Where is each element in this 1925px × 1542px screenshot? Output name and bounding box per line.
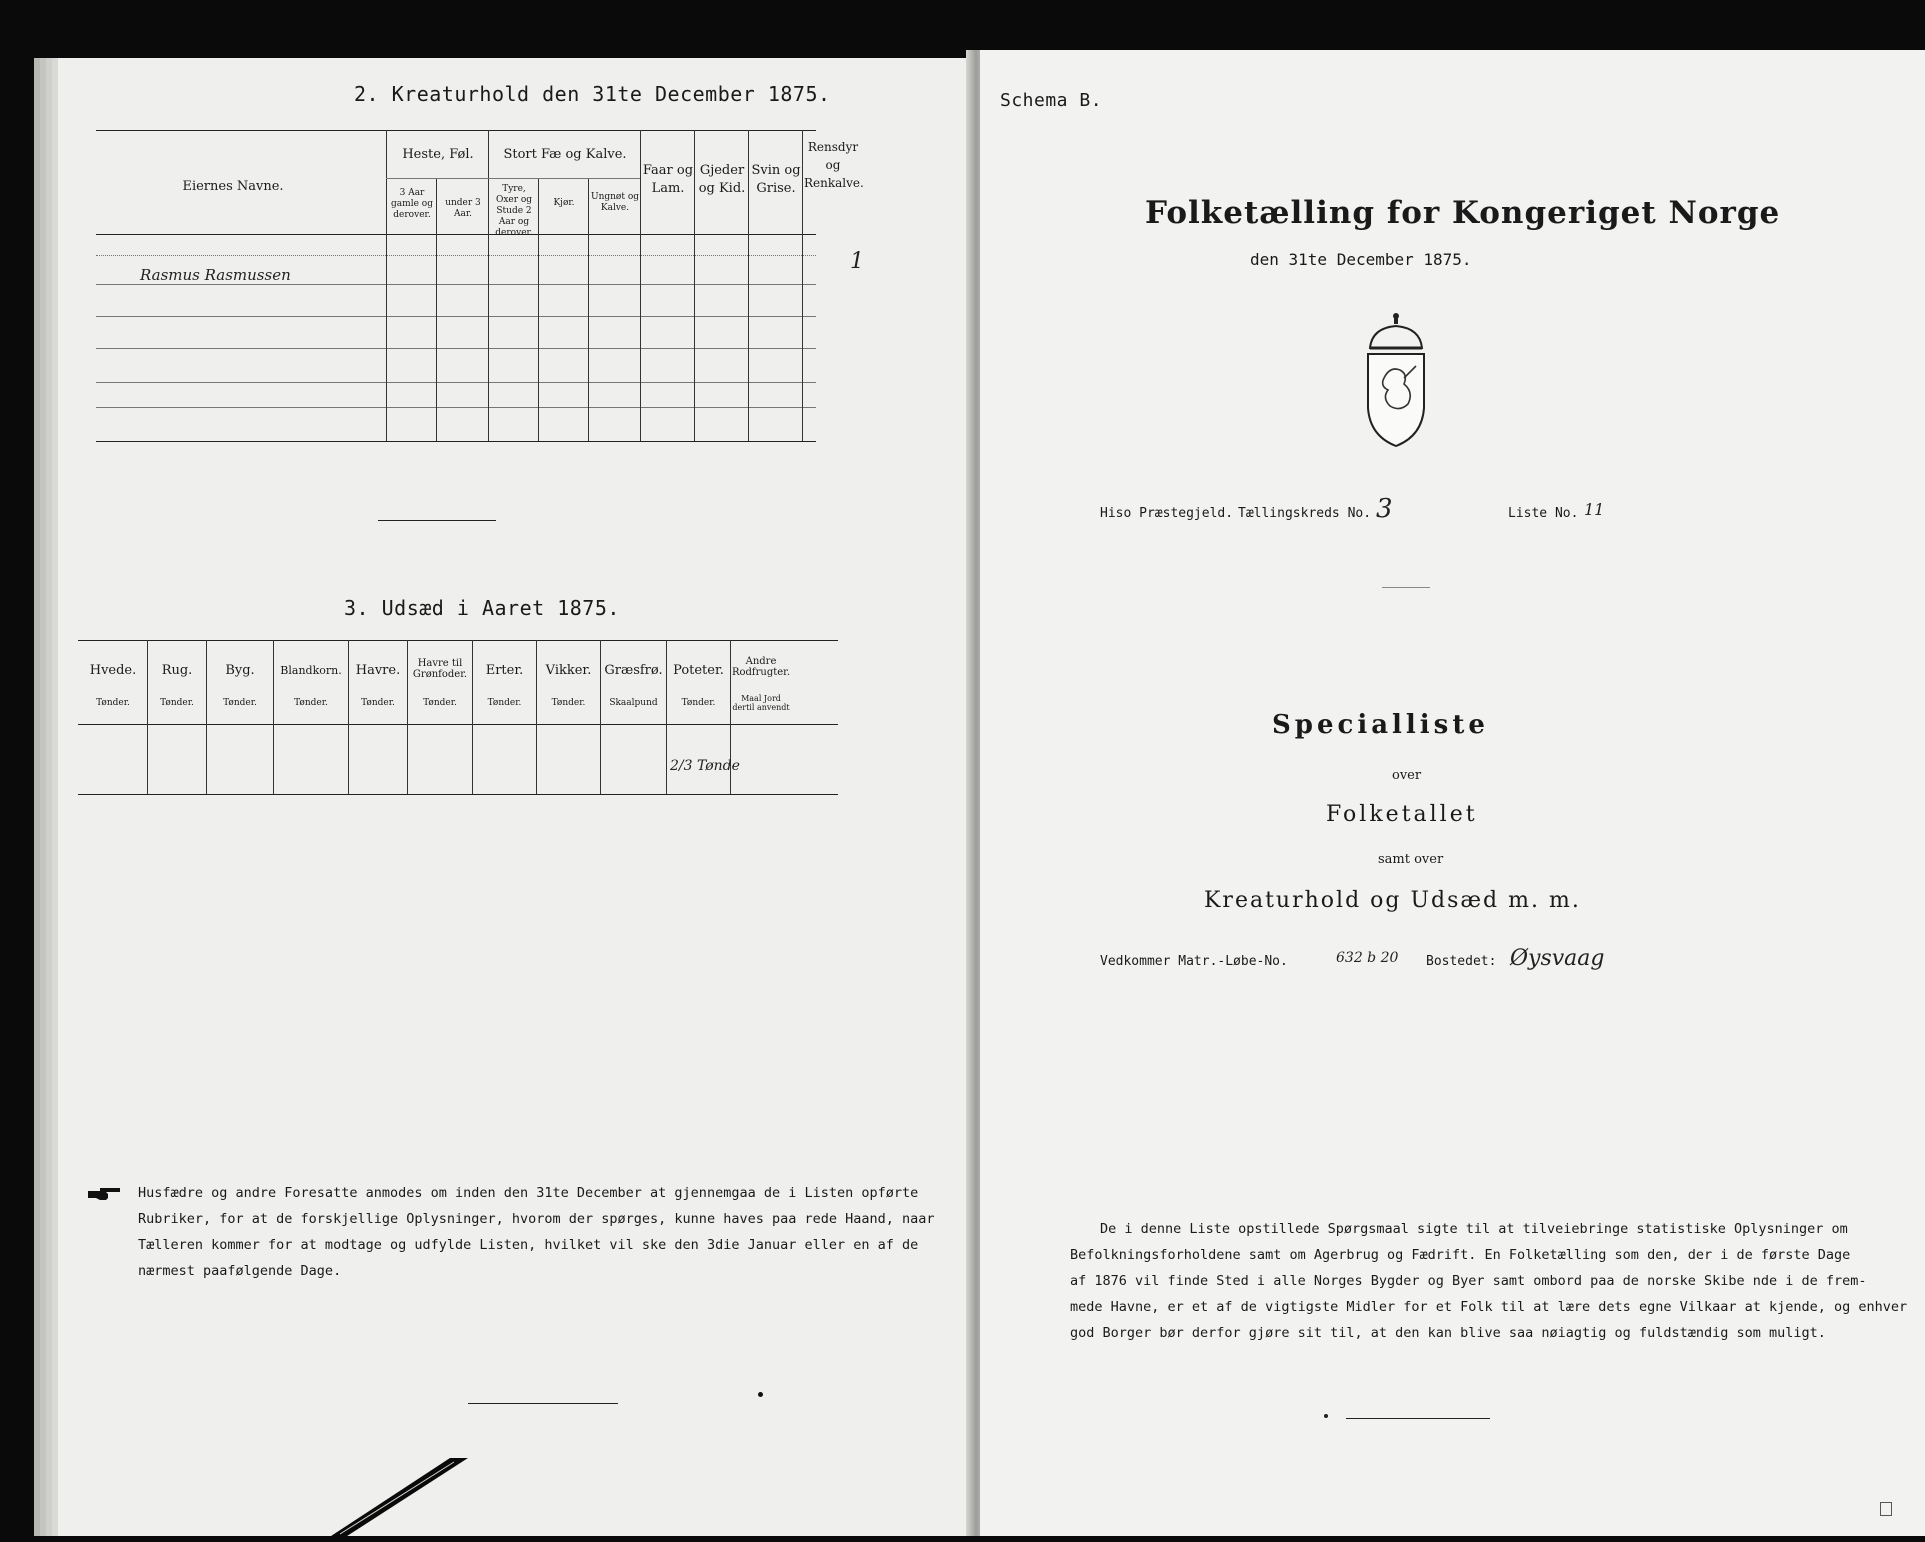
stort-sub-header: Kjør. — [553, 198, 575, 208]
section2-title: 2. Kreaturhold den 31te December 1875. — [354, 82, 831, 106]
seed-col-unit: Tønder. — [294, 698, 328, 708]
intro-line: god Borger bør derfor gjøre sit til, at den kan blive saa nøiagtig og fuldstændig som muligt. — [1070, 1325, 1826, 1341]
seed-col-header: Hvede. — [89, 663, 137, 678]
column-divider — [748, 130, 749, 441]
column-divider — [488, 130, 489, 441]
table-rule — [96, 284, 816, 285]
owner-header: Eiernes Navne. — [182, 179, 284, 194]
notice-line: Rubriker, for at de forskjellige Oplysninger, hvorom der spørges, kunne haves paa rede Haand, naar — [138, 1211, 935, 1227]
liste-value-handwritten: 11 — [1584, 500, 1605, 519]
heste-header: Heste, Føl. — [402, 147, 474, 162]
bostedet-value-handwritten: Øysvaag — [1510, 946, 1605, 971]
over-text: over — [1392, 768, 1422, 783]
notice-line: nærmest paafølgende Dage. — [138, 1263, 342, 1279]
right-page — [980, 50, 1925, 1536]
intro-line: af 1876 vil finde Sted i alle Norges Bygder og Byer samt ombord paa de norske Skibe nde i de frem- — [1070, 1273, 1867, 1289]
separator-line — [378, 520, 496, 521]
column-divider — [694, 130, 695, 441]
seed-col-unit: Tønder. — [551, 698, 586, 708]
seed-col-header: Byg. — [225, 663, 255, 678]
column-divider — [436, 178, 437, 441]
intro-line: De i denne Liste opstillede Spørgsmaal sigte til at tilveiebringe statistiske Oplysninger om — [1100, 1221, 1848, 1237]
table-rule — [78, 794, 838, 795]
svin-value-handwritten: 1 — [850, 249, 864, 274]
table-rule — [78, 724, 838, 725]
seed-col-header: Blandkorn. — [280, 664, 342, 677]
table-rule — [96, 407, 816, 408]
census-date: den 31te December 1875. — [1250, 250, 1472, 269]
table-rule — [78, 640, 838, 641]
pen-icon — [328, 1458, 468, 1538]
specialliste-heading: Specialliste — [1272, 710, 1489, 740]
column-divider — [588, 178, 589, 441]
seed-col-unit: Tønder. — [681, 698, 716, 708]
seed-col-unit: Tønder. — [160, 698, 194, 708]
seed-col-header: Poteter. — [673, 663, 724, 678]
table-rule — [96, 255, 816, 256]
seed-col-header: Vikker. — [545, 663, 592, 678]
stort-sub-header: Tyre, Oxer og Stude 2 Aar og derover. — [495, 184, 533, 238]
seed-col-header: Erter. — [485, 663, 524, 678]
faar-header: Faar og Lam. — [642, 163, 694, 196]
samt-over-text: samt over — [1378, 852, 1444, 867]
intro-line: Befolkningsforholdene samt om Agerbrug og Fædrift. En Folketælling som den, der i de første Dage — [1070, 1247, 1851, 1263]
table-rule — [96, 348, 816, 349]
table-rule — [96, 382, 816, 383]
seed-col-unit: Tønder. — [361, 698, 395, 708]
matr-value-handwritten: 632 b 20 — [1336, 950, 1399, 966]
edge-mark — [1880, 1502, 1892, 1516]
separator-line — [468, 1403, 618, 1404]
seed-col-unit: Skaalpund — [609, 698, 658, 708]
kreds-value-handwritten: 3 — [1376, 494, 1393, 524]
seed-col-header: Havre til Grønfoder. — [412, 658, 468, 680]
coat-of-arms-icon — [1356, 308, 1436, 448]
kreds-label: Tællingskreds No. — [1238, 506, 1372, 521]
table-rule — [96, 130, 816, 131]
column-divider — [640, 130, 641, 441]
rensdyr-header: Rensdyr og Renkalve. — [804, 140, 864, 190]
gjeder-header: Gjeder og Kid. — [698, 163, 746, 196]
column-divider — [386, 130, 387, 441]
table-rule — [96, 234, 816, 235]
ink-dot — [758, 1392, 763, 1397]
main-title: Folketælling for Kongeriget Norge — [1145, 195, 1781, 231]
owner-name-handwritten: Rasmus Rasmussen — [140, 266, 291, 284]
schema-label: Schema B. — [1000, 90, 1103, 111]
left-page — [58, 58, 980, 1536]
seed-col-header: Andre Rodfrugter. — [731, 656, 791, 678]
column-divider — [802, 130, 803, 441]
stort-sub-header: Ungnøt og Kalve. — [590, 192, 639, 213]
notice-line: Husfædre og andre Foresatte anmodes om inden den 31te December at gjennemgaa de i Listen opførte — [138, 1185, 919, 1201]
liste-label: Liste No. — [1508, 506, 1579, 521]
table-rule — [96, 441, 816, 442]
poteter-value-handwritten: 2/3 Tønde — [670, 758, 740, 774]
notice-line: Tælleren kommer for at modtage og udfylde Listen, hvilket vil ske den 3die Januar eller en af de — [138, 1237, 919, 1253]
ink-dot — [1324, 1414, 1328, 1418]
heste-sub-header: under 3 Aar. — [445, 198, 481, 219]
svin-header: Svin og Grise. — [751, 163, 801, 196]
prestegjeld-label: Hiso Præstegjeld. — [1100, 506, 1234, 521]
seed-col-unit: Tønder. — [487, 698, 522, 708]
seed-col-header: Havre. — [355, 663, 401, 678]
seed-col-header: Græsfrø. — [604, 663, 663, 678]
seed-col-unit: Maal Jord dertil anvendt — [732, 694, 790, 712]
pointing-hand-icon — [86, 1182, 124, 1206]
separator-line — [1382, 587, 1430, 588]
bostedet-label: Bostedet: — [1426, 954, 1497, 969]
matr-label: Vedkommer Matr.-Løbe-No. — [1100, 954, 1288, 969]
seed-col-unit: Tønder. — [96, 698, 130, 708]
section3-title: 3. Udsæd i Aaret 1875. — [344, 596, 620, 620]
seed-col-header: Rug. — [161, 663, 193, 678]
table-rule — [386, 178, 640, 179]
seed-col-unit: Tønder. — [223, 698, 257, 708]
folketallet-heading: Folketallet — [1326, 802, 1478, 827]
stort-header: Stort Fæ og Kalve. — [503, 147, 627, 162]
kreaturhold-heading: Kreaturhold og Udsæd m. m. — [1204, 888, 1581, 913]
table-rule — [96, 316, 816, 317]
heste-sub-header: 3 Aar gamle og derover. — [391, 188, 433, 220]
intro-line: mede Havne, er et af de vigtigste Midler for et Folk til at lære dets egne Vilkaar at kjende, og enhver — [1070, 1299, 1908, 1315]
column-divider — [538, 178, 539, 441]
separator-line — [1346, 1418, 1490, 1419]
seed-col-unit: Tønder. — [423, 698, 457, 708]
